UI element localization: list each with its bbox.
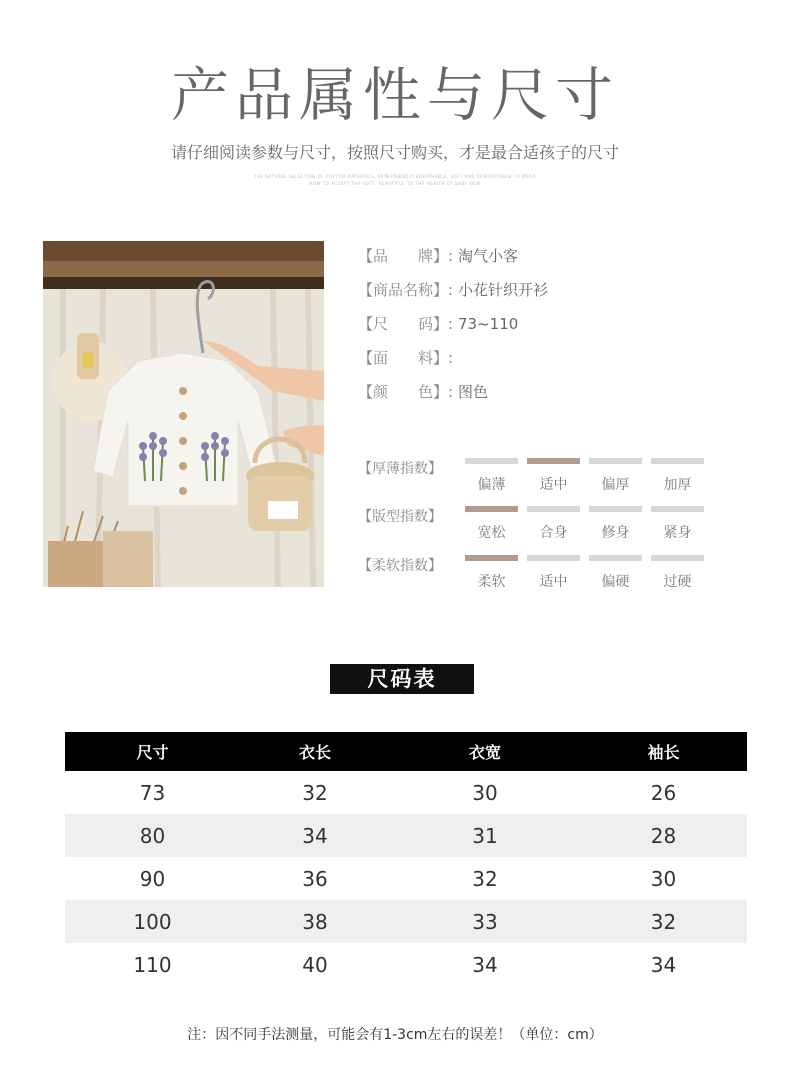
index-thickness-option: 加厚 bbox=[651, 458, 704, 494]
header-width: 衣宽 bbox=[390, 732, 580, 771]
table-row bbox=[65, 771, 747, 814]
index-thickness-option: 偏薄 bbox=[465, 458, 518, 494]
table-row bbox=[65, 814, 747, 857]
table-cell: 110 bbox=[133, 952, 172, 977]
attr-brand bbox=[358, 245, 518, 266]
index-thickness bbox=[358, 458, 718, 498]
index-thickness-option: 适中 bbox=[527, 458, 580, 494]
table-cell: 73 bbox=[139, 780, 166, 805]
header-length: 衣长 bbox=[240, 732, 390, 771]
attr-size-value: 73~110 bbox=[458, 315, 519, 333]
attr-product-name-value: 小花针织开衫 bbox=[458, 281, 549, 299]
index-fit-option: 紧身 bbox=[651, 506, 704, 542]
attr-color-value: 图色 bbox=[458, 383, 489, 401]
attr-product-name bbox=[358, 279, 548, 300]
index-fit bbox=[358, 506, 718, 546]
table-cell: 34 bbox=[472, 952, 498, 977]
header-size: 尺寸 bbox=[65, 732, 240, 771]
table-cell: 100 bbox=[65, 900, 240, 943]
index-fit-option: 宽松 bbox=[465, 506, 518, 542]
table-cell: 28 bbox=[580, 814, 747, 857]
index-thickness-label: 【厚薄指数】 bbox=[358, 461, 442, 477]
table-cell: 32 bbox=[472, 866, 498, 891]
attr-color-label: 【颜 色】: bbox=[358, 383, 454, 401]
attr-brand-label: 【品 牌】: bbox=[358, 247, 454, 265]
table-cell: 34 bbox=[650, 952, 677, 977]
table-cell: 36 bbox=[302, 866, 328, 891]
table-cell: 32 bbox=[580, 900, 747, 943]
table-row bbox=[65, 943, 747, 986]
table-cell: 34 bbox=[240, 814, 390, 857]
index-softness-option: 柔软 bbox=[465, 555, 518, 591]
table-cell: 33 bbox=[390, 900, 580, 943]
page-subtitle: 请仔细阅读参数与尺寸，按照尺寸购买，才是最合适孩子的尺寸 bbox=[170, 143, 619, 162]
index-softness-option: 偏硬 bbox=[589, 555, 642, 591]
attr-product-name-label: 【商品名称】: bbox=[358, 281, 454, 299]
table-cell: 30 bbox=[472, 780, 498, 805]
attr-fabric-label: 【面 料】: bbox=[358, 349, 454, 367]
size-table-header bbox=[65, 732, 747, 771]
index-fit-label: 【版型指数】 bbox=[358, 509, 442, 525]
size-table-title: 尺码表 bbox=[330, 664, 474, 694]
table-cell: 90 bbox=[139, 866, 166, 891]
table-cell: 38 bbox=[240, 900, 390, 943]
table-cell: 31 bbox=[390, 814, 580, 857]
index-thickness-option: 偏厚 bbox=[589, 458, 642, 494]
fine-print-1: THE NATURAL SELECTION OF COTTON MATERIALS, SKIN-FRIENDLY BREATHABLE, SOFT AND COMFORTABLE TO WEAR bbox=[253, 174, 537, 179]
index-softness-option: 适中 bbox=[527, 555, 580, 591]
size-table bbox=[65, 732, 747, 986]
table-cell: 30 bbox=[650, 866, 677, 891]
product-photo bbox=[43, 241, 324, 587]
fine-print-2: HOW TO ACCEPT THE SOFT, BEAUTIFUL TO THE HEALTH OF BABY SKIN bbox=[309, 181, 481, 186]
page-title: 产品属性与尺寸 bbox=[170, 61, 619, 129]
table-cell: 32 bbox=[302, 780, 328, 805]
table-cell: 40 bbox=[302, 952, 328, 977]
measurement-note: 注：因不同手法测量，可能会有1-3cm左右的误差！（单位：cm） bbox=[187, 1027, 603, 1043]
attr-fabric bbox=[358, 347, 458, 368]
index-fit-option: 修身 bbox=[589, 506, 642, 542]
attr-size bbox=[358, 313, 518, 334]
table-row bbox=[65, 857, 747, 900]
table-cell: 80 bbox=[65, 814, 240, 857]
index-softness-option: 过硬 bbox=[651, 555, 704, 591]
table-cell: 26 bbox=[650, 780, 677, 805]
attr-color bbox=[358, 381, 488, 402]
index-fit-option: 合身 bbox=[527, 506, 580, 542]
index-softness bbox=[358, 555, 718, 595]
header-sleeve: 袖长 bbox=[580, 732, 747, 771]
attr-size-label: 【尺 码】: bbox=[358, 315, 454, 333]
attr-brand-value: 淘气小客 bbox=[458, 247, 519, 265]
index-softness-label: 【柔软指数】 bbox=[358, 558, 442, 574]
table-row bbox=[65, 900, 747, 943]
